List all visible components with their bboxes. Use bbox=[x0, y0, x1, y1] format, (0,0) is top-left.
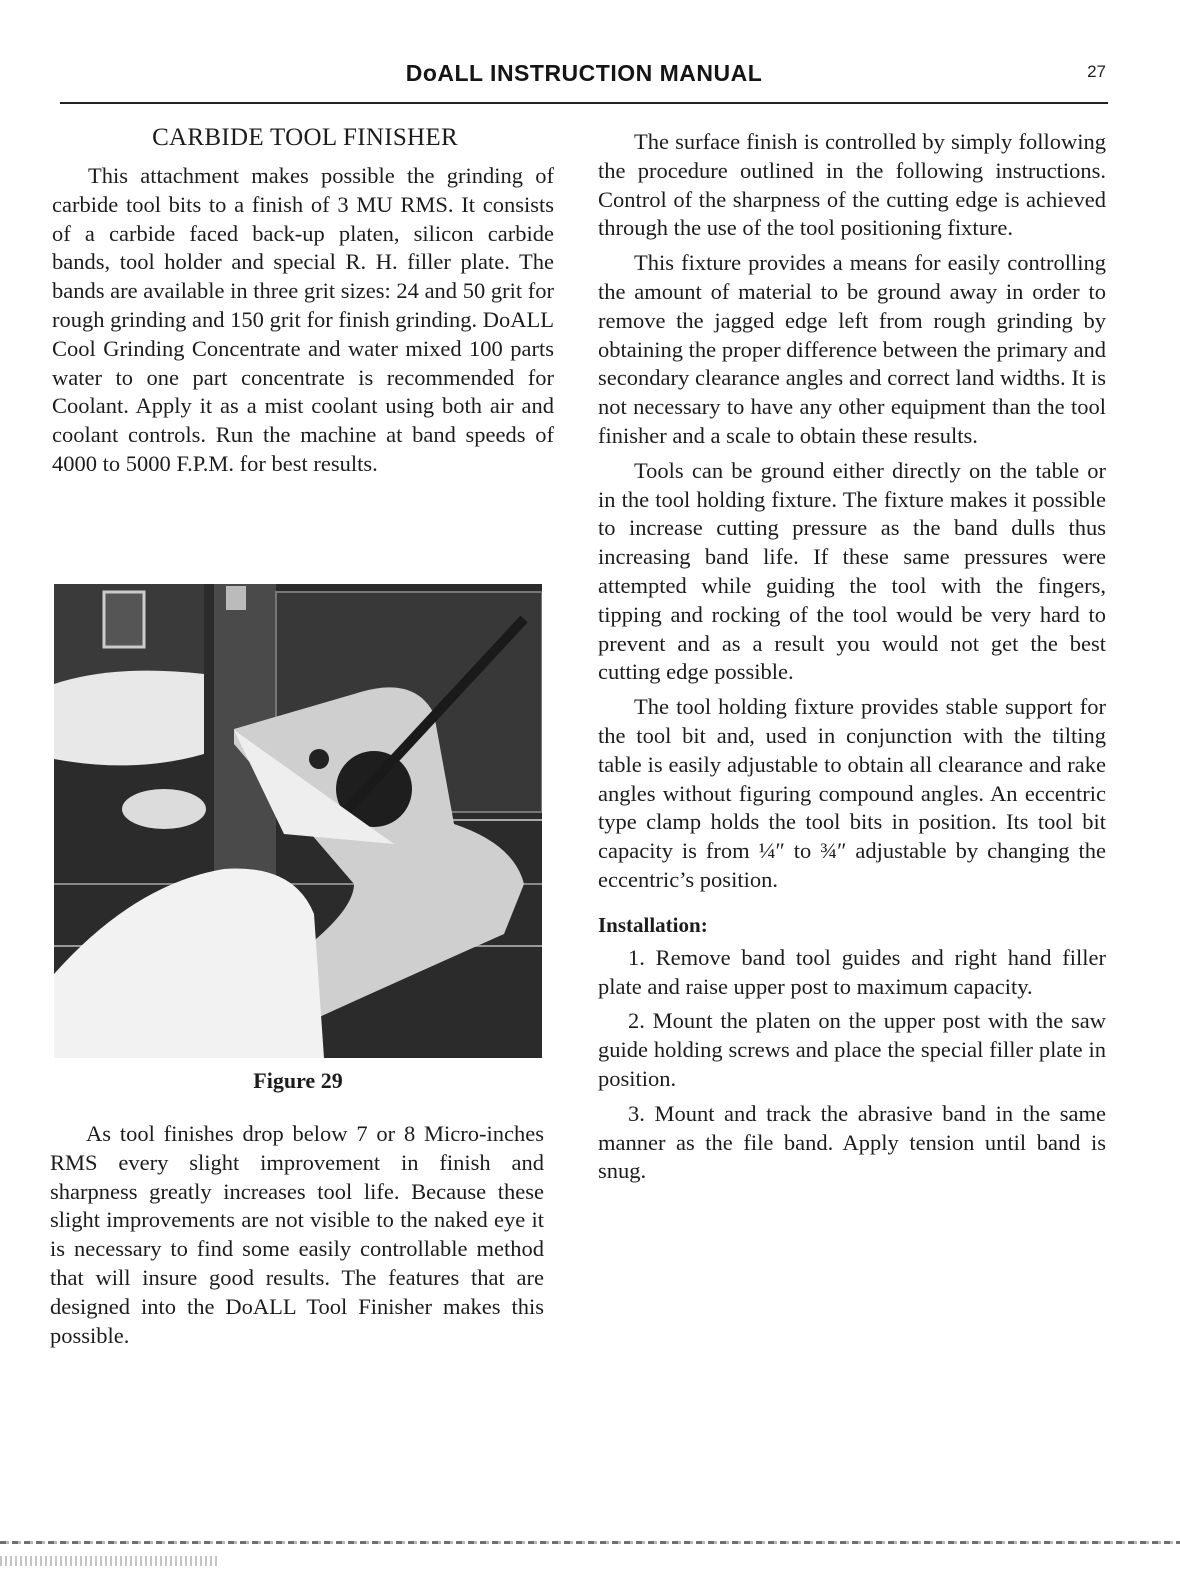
fixture-paragraph: This fixture provides a means for easily controlling the amount of material to be ground away in order to remove the jagged edge left from rough grinding by obtaining the proper difference between the primary and secondary clearance angles and correct land widths. It is not necessary to have any other equipment than the tool finisher and a scale to obtain these results. bbox=[598, 250, 1106, 448]
scan-artifact-line bbox=[0, 1541, 1180, 1544]
installation-step-2: 2. Mount the platen on the upper post with the saw guide holding screws and place the special filler plate in position. bbox=[598, 1008, 1106, 1091]
installation-step bbox=[598, 1100, 1106, 1186]
figure-29-photo bbox=[54, 584, 542, 1058]
installation-step bbox=[598, 944, 1106, 1002]
right-column bbox=[598, 128, 1106, 1192]
installation-heading: Installation: bbox=[598, 912, 708, 937]
tool-finish-paragraph: As tool finishes drop below 7 or 8 Micro-inches RMS every slight improvement in finish and sharpness greatly increases tool life. Because these slight improvements are not visible to the naked eye it is necessary to find some easily controllable method that will insure good results. The features that are designed into the DoALL Tool Finisher makes this possible. bbox=[50, 1121, 544, 1348]
page-number: 27 bbox=[1087, 62, 1106, 81]
tool-holding-fixture-paragraph: The tool holding fixture provides stable support for the tool bit and, used in conjunction with the tilting table is easily adjustable to obtain all clearance and rake angles without figuring compound angles. An eccentric type clamp holds the tool bits in position. Its tool bit capacity is from ¼″ to ¾″ adjustable by changing the eccentric’s position. bbox=[598, 694, 1106, 892]
installation-step bbox=[598, 1007, 1106, 1093]
page-header bbox=[60, 58, 1108, 102]
installation-step-1: 1. Remove band tool guides and right hand filler plate and raise upper post to maximum capacity. bbox=[598, 944, 1106, 999]
tools-ground-paragraph: Tools can be ground either directly on the table or in the tool holding fixture. The fixture makes it possible to increase cutting pressure as the band dulls thus increasing band life. If these same pressures were attempted while guiding the tool with the fingers, tipping and rocking of the tool would be very hard to prevent and as a result you would not get the best cutting edge possible. bbox=[598, 457, 1106, 685]
figure-caption: Figure 29 bbox=[253, 1068, 343, 1093]
photo-illustration bbox=[54, 584, 542, 1058]
manual-title: DoALL INSTRUCTION MANUAL bbox=[405, 60, 763, 86]
surface-finish-paragraph: The surface finish is controlled by simply following the procedure outlined in the following instructions. Control of the sharpness of the cutting edge is achieved through the use of the tool positioning fixture. bbox=[598, 129, 1106, 241]
installation-step-3: 3. Mount and track the abrasive band in the same manner as the file band. Apply tension until band is snug. bbox=[598, 1100, 1106, 1184]
intro-paragraph: This attachment makes possible the grinding of carbide tool bits to a finish of 3 MU RMS. It consists of a carbide faced back-up platen, silicon carbide bands, tool holder and special R. H. filler plate. The bands are available in three grit sizes: 24 and 50 grit for rough grinding and 150 grit for finish grinding. DoALL Cool Grinding Concentrate and water mixed 100 parts water to one part concentrate is recommended for Coolant. Apply it as a mist coolant using both air and coolant controls. Run the machine at band speeds of 4000 to 5000 F.P.M. for best results. bbox=[52, 163, 554, 476]
left-column-lower bbox=[50, 1120, 544, 1356]
header-divider bbox=[60, 102, 1108, 104]
section-title: CARBIDE TOOL FINISHER bbox=[152, 124, 458, 151]
scan-artifact-noise bbox=[0, 1556, 220, 1566]
left-column bbox=[52, 124, 554, 485]
